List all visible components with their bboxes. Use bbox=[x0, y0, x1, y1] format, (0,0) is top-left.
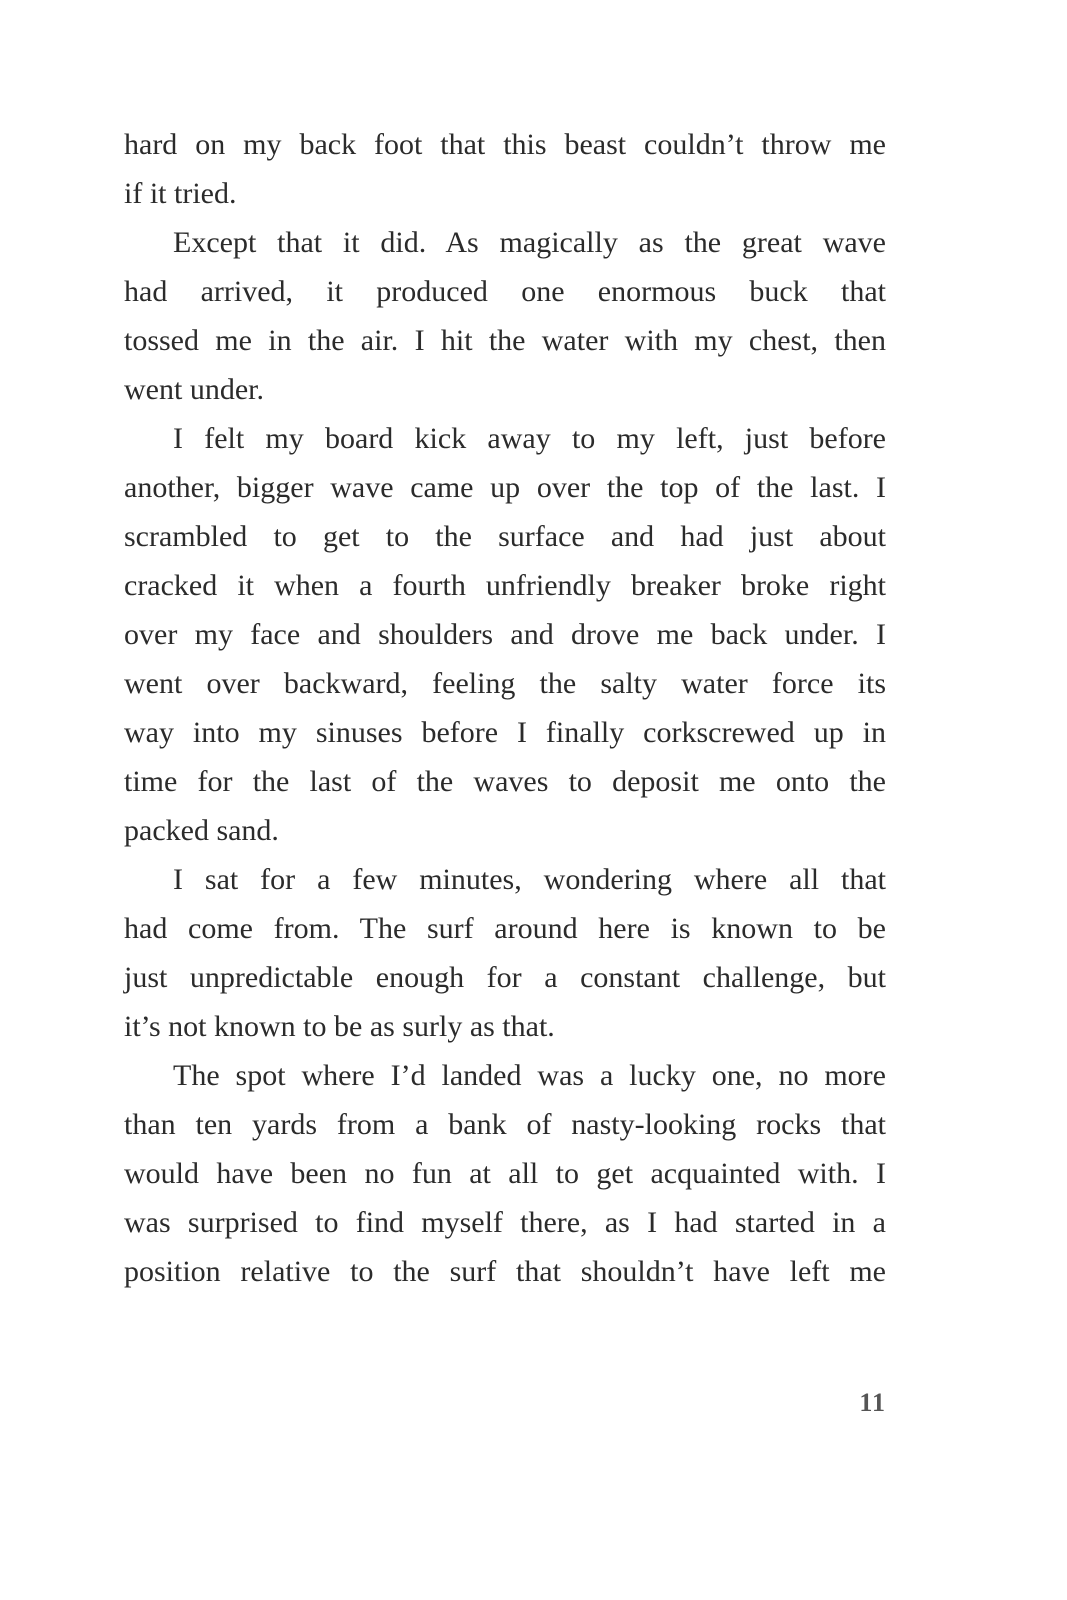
text-line: it’s not known to be as surly as that. bbox=[124, 1010, 555, 1043]
text-line: packed sand. bbox=[124, 814, 279, 847]
text-line: over my face and shoulders and drove me back under. I bbox=[124, 618, 886, 651]
text-line: cracked it when a fourth unfriendly breaker broke right bbox=[124, 569, 886, 602]
text-line: I sat for a few minutes, wondering where all that bbox=[173, 863, 886, 896]
text-line: way into my sinuses before I finally corkscrewed up in bbox=[124, 716, 886, 749]
text-line: hard on my back foot that this beast couldn’t throw me bbox=[124, 128, 886, 161]
text-line: Except that it did. As magically as the great wave bbox=[173, 226, 886, 259]
text-line: had come from. The surf around here is known to be bbox=[124, 912, 886, 945]
text-line: went over backward, feeling the salty water force its bbox=[124, 667, 886, 700]
body-text bbox=[124, 120, 886, 1296]
text-line: The spot where I’d landed was a lucky one, no more bbox=[173, 1059, 886, 1092]
text-line: position relative to the surf that shouldn’t have left me bbox=[124, 1255, 886, 1288]
text-line: was surprised to find myself there, as I had started in a bbox=[124, 1206, 886, 1239]
text-line: had arrived, it produced one enormous buck that bbox=[124, 275, 886, 308]
text-line: another, bigger wave came up over the top of the last. I bbox=[124, 471, 886, 504]
text-line: would have been no fun at all to get acquainted with. I bbox=[124, 1157, 886, 1190]
text-line: time for the last of the waves to deposit me onto the bbox=[124, 765, 886, 798]
text-line: I felt my board kick away to my left, just before bbox=[173, 422, 886, 455]
page-number: 11 bbox=[859, 1388, 886, 1417]
text-line: just unpredictable enough for a constant challenge, but bbox=[124, 961, 886, 994]
text-line: tossed me in the air. I hit the water with my chest, then bbox=[124, 324, 886, 357]
text-line: if it tried. bbox=[124, 177, 237, 210]
text-line: went under. bbox=[124, 373, 264, 406]
text-line: scrambled to get to the surface and had just about bbox=[124, 520, 886, 553]
text-line: than ten yards from a bank of nasty-looking rocks that bbox=[124, 1108, 886, 1141]
